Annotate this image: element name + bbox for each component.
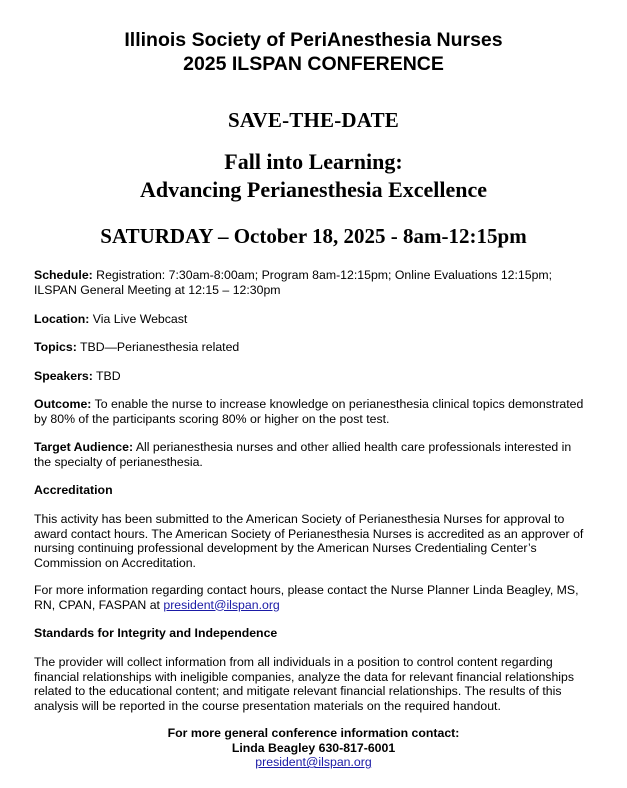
standards-paragraph (34, 655, 599, 713)
speakers-value: TBD (92, 369, 121, 383)
outcome-section (34, 397, 599, 426)
theme-line-2: Advancing Perianesthesia Excellence (139, 177, 488, 202)
conference-theme (0, 148, 627, 204)
accreditation-line-4: Commission on Accreditation. (34, 555, 196, 570)
outcome-line-2: by 80% of the participants scoring 80% or higher on the post test. (34, 411, 390, 426)
topics-value: TBD—Perianesthesia related (76, 340, 240, 354)
location-label: Location: (34, 312, 90, 326)
standards-heading: Standards for Integrity and Independence (34, 626, 278, 640)
standards-line-3: related to the educational content; and mitigate relevant financial relationships. The results of this (34, 684, 562, 698)
contact-hours-line-1: For more information regarding contact hours, please contact the Nurse Planner Linda Beagley, MS, (34, 583, 579, 597)
topics-label: Topics: (34, 340, 77, 354)
outcome-label: Outcome: (34, 397, 92, 411)
location-section (34, 312, 599, 327)
accreditation-paragraph (34, 512, 599, 570)
org-name: Illinois Society of PeriAnesthesia Nurses (124, 29, 503, 51)
topics-section (34, 340, 599, 355)
standards-line-1: The provider will collect information from all individuals in a position to control content regarding (34, 655, 553, 669)
outcome-line-1: To enable the nurse to increase knowledge on perianesthesia clinical topics demonstrated (91, 397, 584, 411)
schedule-section (34, 268, 599, 297)
footer-email-link[interactable]: president@ilspan.org (255, 755, 372, 769)
audience-label: Target Audience: (34, 440, 134, 454)
contact-hours-paragraph (34, 583, 599, 612)
schedule-line-1: Registration: 7:30am-8:00am; Program 8am-12:15pm; Online Evaluations 12:15pm; (92, 268, 553, 282)
audience-line-2: the specialty of perianesthesia. (34, 454, 203, 469)
speakers-label: Speakers: (34, 369, 93, 383)
audience-section (34, 440, 599, 469)
footer-contact (0, 726, 627, 770)
accreditation-line-3: nursing continuing professional development by the American Nurses Credentialing Center’s (34, 541, 537, 555)
conference-title: 2025 ILSPAN CONFERENCE (183, 53, 444, 75)
save-the-date-heading: SAVE-THE-DATE (227, 108, 400, 132)
audience-line-1: All perianesthesia nurses and other allied health care professionals interested in (133, 440, 572, 454)
accreditation-line-1: This activity has been submitted to the American Society of Perianesthesia Nurses for approval to (34, 512, 565, 526)
flyer-header (0, 28, 627, 76)
accreditation-heading: Accreditation (34, 483, 113, 497)
footer-line-2: Linda Beagley 630-817-6001 (231, 740, 396, 755)
accreditation-line-2: award contact hours. The American Society of Perianesthesia Nurses is accredited as an approver of (34, 526, 584, 541)
footer-line-1: For more general conference information contact: (167, 726, 460, 740)
president-email-link[interactable]: president@ilspan.org (163, 597, 280, 612)
location-value: Via Live Webcast (89, 312, 188, 326)
date-line: SATURDAY – October 18, 2025 - 8am-12:15pm (100, 224, 527, 248)
theme-line-1: Fall into Learning: (224, 149, 403, 174)
standards-line-2: financial relationships with ineligible companies, analyze the data for relevant financial relationships (34, 669, 575, 684)
schedule-line-2: ILSPAN General Meeting at 12:15 – 12:30pm (34, 282, 281, 297)
contact-hours-line-2: RN, CPAN, FASPAN at (34, 597, 164, 612)
speakers-section (34, 369, 599, 384)
schedule-label: Schedule: (34, 268, 93, 282)
standards-line-4: analysis will be reported in the course presentation materials on the required handout. (34, 698, 501, 713)
